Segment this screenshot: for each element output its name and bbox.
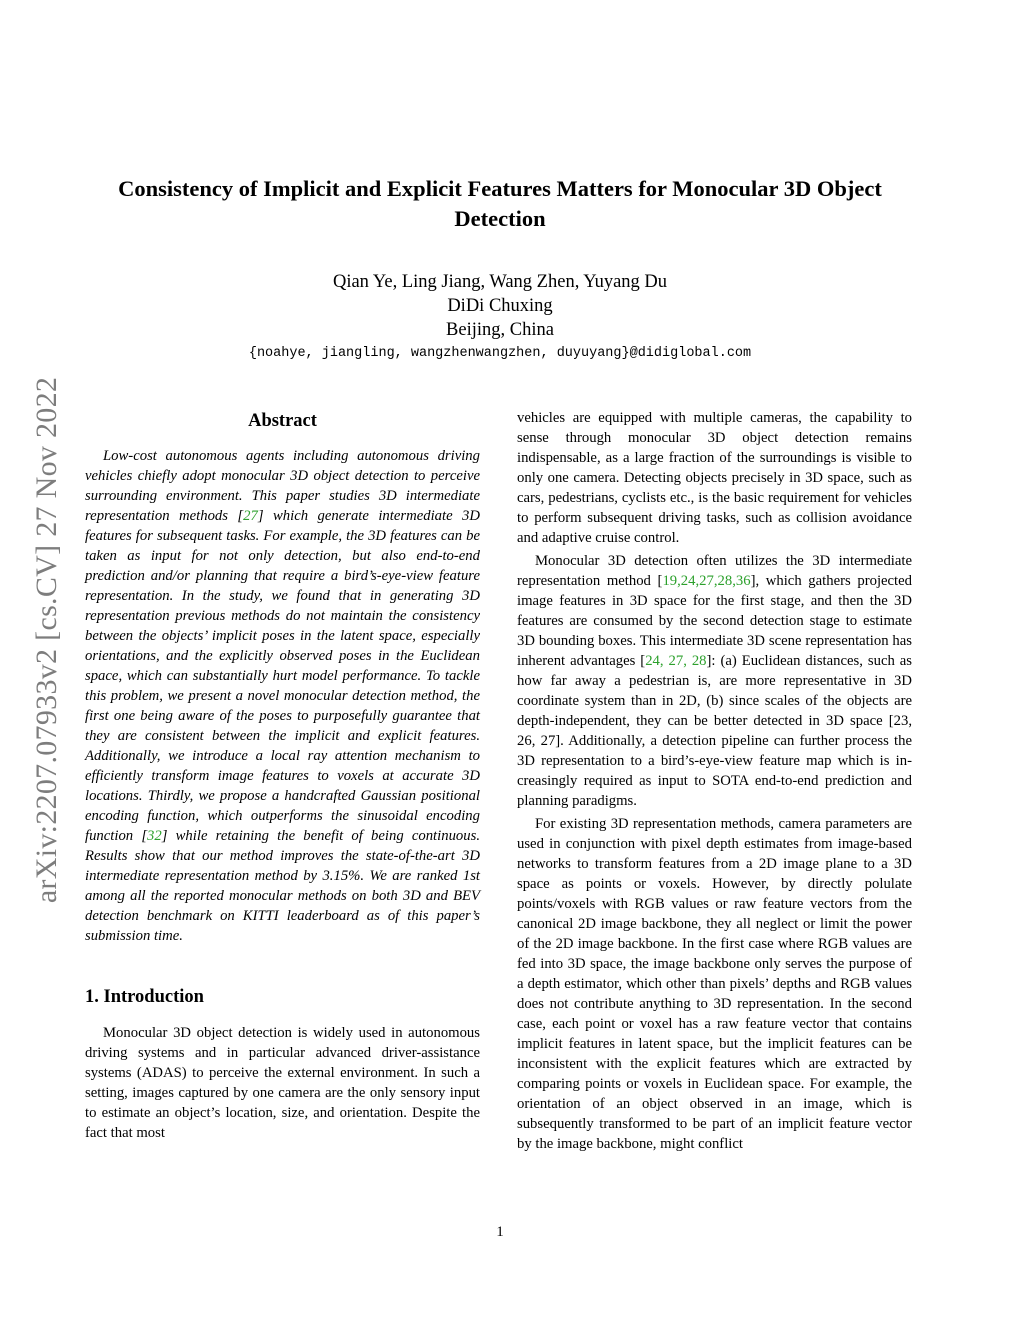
left-column [85, 408, 480, 1143]
title-line-1: Consistency of Implicit and Explicit Features Matters for Monocular 3D Object [118, 176, 882, 201]
abstract-heading: Abstract [248, 411, 317, 431]
arxiv-identifier-stamp: arXiv:2207.07933v2 [cs.CV] 27 Nov 2022 [30, 376, 63, 904]
location: Beijing, China [446, 320, 554, 340]
body-text-part: ]: (a) Euclidean distances, such as how far away a pedestrian is, are more representative in 3D coordinate system than in 2D, (b) since scales of the objects are depth-independent, they can be better detected in 3D space [23, 26, 27]. Additionally, a detection pipeline can further process the 3D representation to a bird’s-eye-view feature map which is increasingly required as input to SOTA end-to-end prediction and planning paradigms. [517, 653, 913, 809]
abstract-text [85, 446, 480, 946]
affiliation: DiDi Chuxing [447, 296, 553, 316]
citation-link[interactable]: 32 [147, 828, 162, 844]
intro-paragraph: Monocular 3D object detection is widely used in autonomous driving systems and in particular advanced driver-assistance systems (ADAS) to perceive the external environment. In such a setting, images captured by one camera are the only sensory input to estimate an object’s location, size, and orientation. Despite the fact that most [85, 1025, 480, 1141]
citation-link[interactable]: 19,24,27,28,36 [662, 573, 751, 589]
body-paragraph: For existing 3D representation methods, camera parameters are used in conjunction with pixel depth estimates from image-based networks to transform features from a 2D image plane to a 3D space as points or voxels. However, by directly polulate points/voxels with RGB values or raw feature vectors from the canonical 2D image backbone, they all neglect or limit the power of the 2D image backbone. In the first case where RGB values are fed into 3D space, the image backbone only serves the purpose of a depth estimator, which other than pixels’ depths and RGB values does not contribute anything to 3D representation. In the second case, each point or voxel has a raw feature vector that contains implicit features in latent space, but the implicit features can be inconsistent with the explicit features which are extracted by comparing points or voxels in Euclidean space. For example, the orientation of an object observed in an image, which is subsequently transformed to be part of an implicit feature vector by the image backbone, might conflict [517, 816, 912, 1152]
citation-link[interactable]: 27 [243, 508, 258, 524]
abstract-text-part: ] while retaining the benefit of being continuous. Results show that our method improves the state-of-the-art 3D intermediate representation method by 3.15%. We are ranked 1st among all the reported monocular methods on both 3D and BEV detection benchmark on KITTI leaderboard as of this paper’s submission time. [85, 828, 480, 944]
body-text-part: Monocular 3D detection often utilizes the 3D intermediate representation method [ [517, 553, 912, 589]
abstract-text-part: Low-cost autonomous agents including autonomous driving vehicles chiefly adopt monocular 3D object detection to perceive surrounding environment. This paper studies 3D intermediate representation methods [ [85, 448, 480, 524]
abstract-text-part: ] which generate intermediate 3D features for subsequent tasks. For example, the 3D features can be taken as input for not only detection, but also end-to-end prediction and/or planning that require a bird’s-eye-view feature representation. In the study, we found that in generating 3D representation previous methods do not maintain the consistency between the objects’ implicit poses in the latent space, especially orientations, and the explicitly observed poses in the Euclidean space, which can substantially hurt model performance. To tackle this problem, we present a novel monocular detection method, the first one being aware of the poses to purposefully guarantee that they are consistent between the implicit and explicit features. Additionally, we introduce a local ray attention mechanism to efficiently transform image features to voxels at accurate 3D locations. Thirdly, we propose a handcrafted Gaussian positional encoding function, which outperforms the sinusoidal encoding function [ [85, 508, 480, 844]
paper-title [80, 174, 920, 234]
right-column [517, 408, 912, 1154]
citation-link[interactable]: 24, 27, 28 [645, 653, 707, 669]
author-block [80, 270, 920, 366]
introduction-heading: 1. Introduction [85, 987, 204, 1007]
title-line-2: Detection [454, 206, 546, 231]
body-paragraph: vehicles are equipped with multiple cameras, the capability to sense through monocular 3D object detection remains indispensable, as a large fraction of the surroundings is visible to only one camera. Detecting objects precisely in 3D space, such as cars, pedestrians, cyclists etc., is the basic requirement for vehicles to perform subsequent driving tasks, such as collision avoidance and adaptive cruise control. [517, 410, 912, 546]
page-number: 1 [496, 1224, 504, 1240]
body-text-part: ], which gathers projected image features in 3D space for the first stage, and then the 3D features are consumed by the second detection stage to estimate 3D bounding boxes. This intermediate 3D scene representation has inherent advantages [ [517, 573, 913, 669]
body-paragraph [517, 551, 912, 811]
author-names: Qian Ye, Ling Jiang, Wang Zhen, Yuyang Du [332, 272, 668, 292]
author-emails: {noahye, jiangling, wangzhenwangzhen, duyuyang}@didiglobal.com [248, 346, 752, 361]
